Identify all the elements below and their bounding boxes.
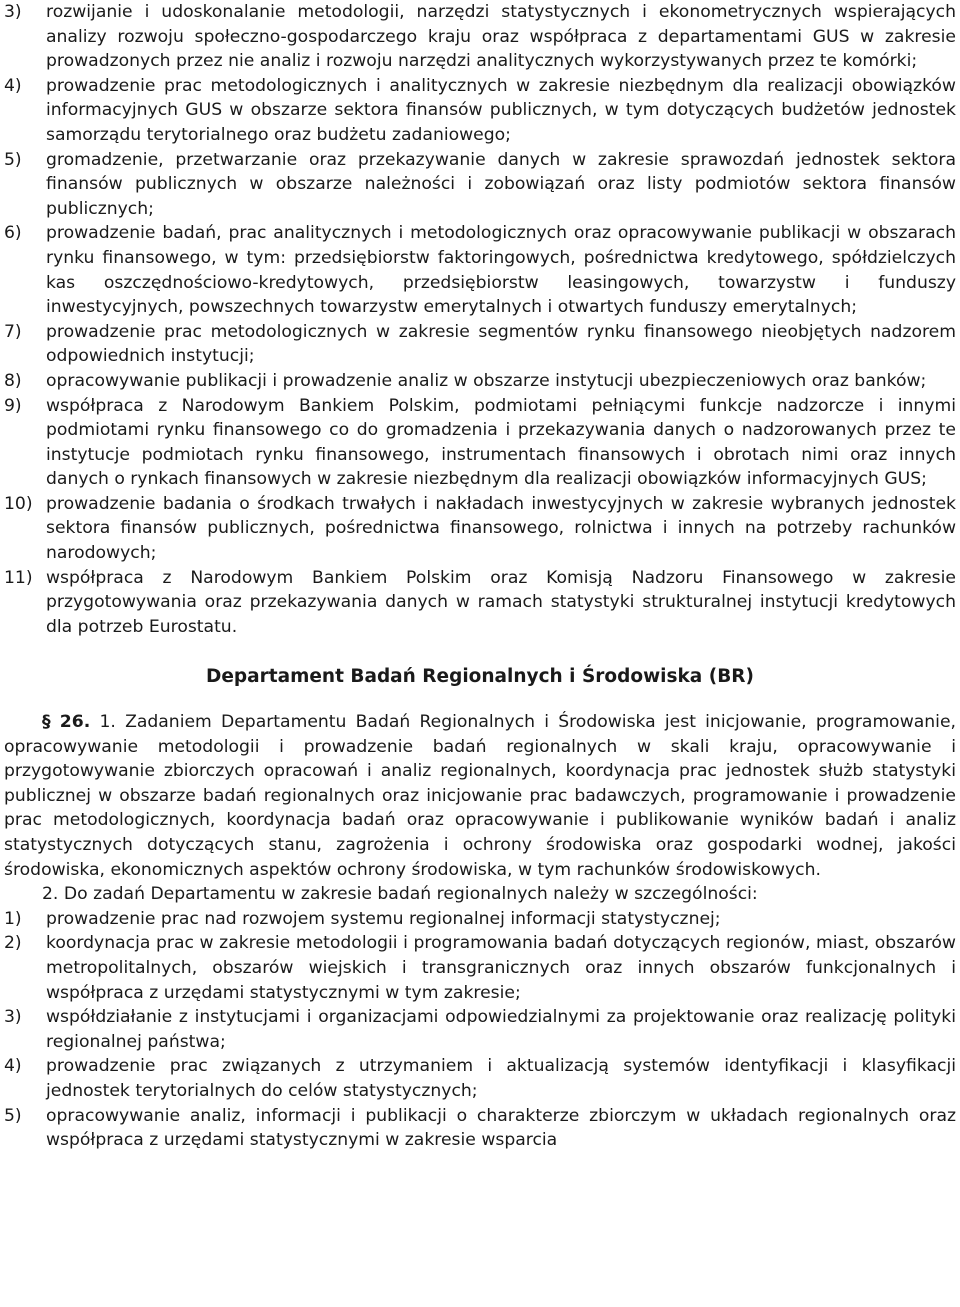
list-item-number: 1) [4, 908, 22, 929]
list-item-text: gromadzenie, przetwarzanie oraz przekazywanie danych w zakresie sprawozdań jednostek sektora finansów publicznych w obszarze należności i zobowiązań oraz listy podmiotów sektora finansów publicznych; [46, 149, 956, 219]
list-item-text: prowadzenie badań, prac analitycznych i metodologicznych oraz opracowywanie publikacji w obszarach rynku finansowego, w tym: przedsiębiorstw faktoringowych, pośrednictwa kredytowego, spółdzielczych kas oszczędnościowo-kredytowych, przedsiębiorstw leasingowych, towarzystw i funduszy inwestycyjnych, powszechnych towarzystw emerytalnych i otwartych funduszy emerytalnych; [46, 223, 956, 318]
list-item-text: współdziałanie z instytucjami i organizacjami odpowiedzialnymi za projektowanie oraz realizację polityki regionalnej państwa; [46, 1007, 956, 1052]
list-item [4, 221, 956, 319]
list-item-number: 11) [4, 567, 33, 588]
list-item-text: współpraca z Narodowym Bankiem Polskim, podmiotami pełniącymi funkcje nadzorcze i innymi podmiotami rynku finansowego co do gromadzenia i przekazywania danych o nadzorowanych przez te instytucje podmiotach rynku finansowego, instrumentach finansowych i obrotach nimi oraz innych danych o rynkach finansowych w zakresie niezbędnym dla realizacji obowiązków informacyjnych GUS; [46, 395, 956, 490]
list-item-number: 2) [4, 933, 22, 954]
list-item [4, 907, 956, 932]
list-item [4, 74, 956, 148]
paragraph-text: Zadaniem Departamentu Badań Regionalnych i Środowiska jest inicjowanie, programowanie, opracowywanie metodologii i prowadzenie badań regionalnych w skali kraju, opracowywanie i przygotowywanie zbiorczych opracowań i analiz regionalnych, koordynacja prac jednostek służb statystyki publicznej w obszarze badań regionalnych oraz inicjowanie prac badawczych, programowanie i prowadzenie prac metodologicznych, koordynacja badań oraz opracowywanie i publikowanie wyników badań i analiz statystycznych dotyczących stanu, zagrożenia i ochrony środowiska oraz gospodarki wodnej, jakości środowiska, ekonomicznych aspektów ochrony środowiska, w tym rachunków środowiskowych. [4, 712, 956, 880]
list-item-number: 4) [4, 1056, 22, 1077]
list-item [4, 1104, 956, 1153]
list-item [4, 492, 956, 566]
list-item-number: 5) [4, 1105, 22, 1126]
list-item-number: 8) [4, 370, 22, 391]
list-item-number: 4) [4, 75, 22, 96]
list-item-number: 7) [4, 321, 22, 342]
list-item [4, 566, 956, 640]
list-item-text: prowadzenie prac związanych z utrzymaniem i aktualizacją systemów identyfikacji i klasyfikacji jednostek terytorialnych do celów statystycznych; [46, 1056, 956, 1101]
list-item-text: prowadzenie prac nad rozwojem systemu regionalnej informacji statystycznej; [46, 908, 721, 929]
section-number: 26. [59, 712, 91, 733]
paragraph-text: Do zadań Departamentu w zakresie badań regionalnych należy w szczególności: [63, 884, 758, 905]
list-item-number: 6) [4, 223, 22, 244]
paragraph-number: 1. [99, 712, 116, 733]
list-item [4, 0, 956, 74]
list-item [4, 394, 956, 492]
list-item [4, 369, 956, 394]
list-item-number: 9) [4, 395, 22, 416]
list-item-text: rozwijanie i udoskonalanie metodologii, narzędzi statystycznych i ekonometrycznych wspierających analizy rozwoju społeczno-gospodarczego kraju oraz współpraca z departamentami GUS w zakresie prowadzonych przez nie analiz i rozwoju narzędzi analitycznych wykorzystywanych przez te komórki; [46, 2, 956, 72]
list-item-text: koordynacja prac w zakresie metodologii i programowania badań dotyczących regionów, miast, obszarów metropolitalnych, obszarów wiejskich i transgranicznych oraz innych obszarów funkcjonalnych i współpraca z urzędami statystycznymi w tym zakresie; [46, 933, 956, 1003]
list-item-text: opracowywanie analiz, informacji i publikacji o charakterze zbiorczym w układach regionalnych oraz współpraca z urzędami statystycznymi w zakresie wsparcia [46, 1105, 956, 1151]
task-list-continued [4, 0, 956, 639]
list-item [4, 1005, 956, 1054]
list-item-text: prowadzenie prac metodologicznych w zakresie segmentów rynku finansowego nieobjętych nadzorem odpowiednich instytucji; [46, 321, 956, 367]
paragraph-number: 2. [42, 884, 59, 905]
department-heading: Departament Badań Regionalnych i Środowiska (BR) [206, 666, 754, 688]
list-item-text: opracowywanie publikacji i prowadzenie analiz w obszarze instytucji ubezpieczeniowych oraz banków; [46, 370, 927, 391]
list-item [4, 148, 956, 222]
section-paragraph-1 [4, 710, 956, 882]
list-item [4, 320, 956, 369]
list-item-text: prowadzenie prac metodologicznych i analitycznych w zakresie niezbędnym dla realizacji obowiązków informacyjnych GUS w obszarze sektora finansów publicznych, w tym dotyczących budżetów jednostek samorządu terytorialnego oraz budżetu zadaniowego; [46, 75, 956, 145]
list-item-number: 3) [4, 1007, 22, 1028]
regional-task-list [4, 907, 956, 1153]
list-item-number: 3) [4, 2, 22, 22]
list-item-number: 5) [4, 149, 22, 170]
list-item-text: prowadzenie badania o środkach trwałych i nakładach inwestycyjnych w zakresie wybranych jednostek sektora finansów publicznych, pośrednictwa finansowego, rolnictwa i innych na potrzeby rachunków narodowych; [46, 493, 956, 564]
list-item [4, 931, 956, 1005]
list-item-text: współpraca z Narodowym Bankiem Polskim oraz Komisją Nadzoru Finansowego w zakresie przygotowywania oraz przekazywania danych w ramach statystyki strukturalnej instytucji kredytowych dla potrzeb Eurostatu. [46, 567, 956, 637]
list-item [4, 1054, 956, 1103]
section-paragraph-2 [4, 882, 956, 907]
section-symbol: § [42, 712, 51, 733]
list-item-number: 10) [4, 493, 33, 514]
